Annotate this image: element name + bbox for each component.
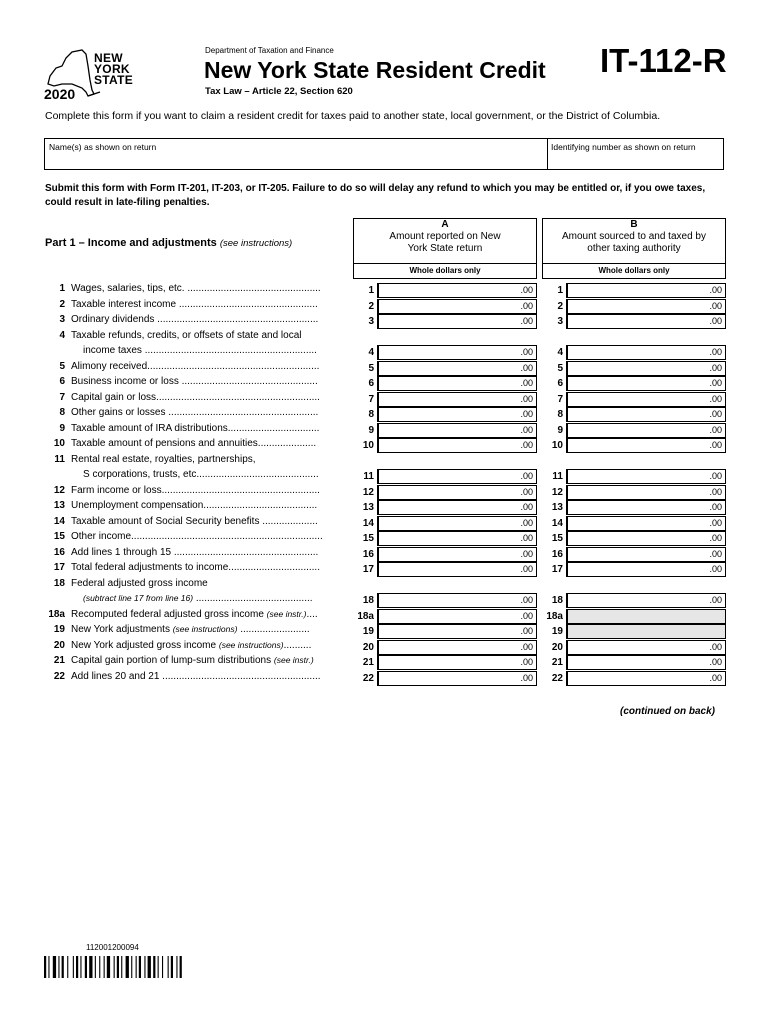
line-description: Ordinary dividends .......................................................... — [71, 314, 319, 325]
column-a-amount-field[interactable]: .00 — [377, 671, 537, 686]
barcode-number: 112001200094 — [86, 943, 139, 952]
form-number: IT-112-R — [600, 42, 727, 79]
line-row — [0, 345, 770, 360]
column-a-line-box: 18a — [357, 610, 374, 622]
line-number: 4 — [59, 329, 65, 341]
column-a-line-box: 10 — [362, 440, 374, 451]
line-number: 18a — [48, 608, 65, 620]
line-description: income taxes .............................................................. — [83, 345, 317, 356]
barcode — [44, 956, 194, 978]
id-field-label: Identifying number as shown on return — [551, 142, 696, 152]
line-number: 6 — [59, 376, 65, 387]
column-a-line-box: 3 — [368, 316, 374, 327]
column-a-amount-field[interactable]: .00 — [377, 655, 537, 670]
column-b-line-box: 17 — [551, 564, 563, 575]
line-description: Taxable interest income .................................................. — [71, 298, 318, 310]
column-b-line-box: 19 — [551, 626, 563, 637]
line-row — [0, 376, 770, 391]
line-description: Farm income or loss......................................................... — [71, 484, 320, 496]
submit-notice: Submit this form with Form IT-201, IT-203, or IT-205. Failure to do so will delay any refund to which you may be entitled or, if you owe taxes, could result in late-filing penalties. — [45, 183, 706, 208]
column-a-amount-field[interactable]: .00 — [377, 469, 537, 484]
column-a-amount-field[interactable]: .00 — [377, 593, 537, 608]
form-title: New York State Resident Credit — [204, 57, 546, 83]
column-a-line-box: 15 — [362, 533, 374, 544]
line-description: Capital gain or loss........................................................... — [71, 391, 320, 403]
column-b-line-box: 21 — [551, 657, 563, 668]
logo-wordmark: NEW YORK STATE — [94, 51, 134, 87]
column-b-line-box: 5 — [557, 362, 563, 374]
line-number: 10 — [53, 438, 65, 449]
column-b-line-box: 16 — [551, 548, 563, 560]
line-row — [0, 671, 770, 686]
form-year: 2020 — [44, 86, 76, 102]
line-number: 14 — [53, 515, 65, 527]
line-number: 7 — [59, 391, 65, 403]
column-b-line-box: 18a — [546, 610, 563, 622]
line-number: 11 — [54, 453, 65, 465]
column-a-amount-field[interactable]: .00 — [377, 438, 537, 453]
column-b-line-box: 14 — [551, 517, 563, 529]
column-a-amount-field[interactable]: .00 — [377, 547, 537, 562]
column-a-amount-field[interactable]: .00 — [377, 283, 537, 298]
column-a-line-box: 2 — [368, 300, 374, 312]
column-b-line-box: 3 — [557, 316, 563, 327]
column-a-line-box: 21 — [362, 657, 374, 668]
line-row — [0, 547, 770, 562]
line-description: Alimony received.............................................................. — [71, 360, 320, 372]
column-a-amount-field[interactable]: .00 — [377, 407, 537, 422]
line-number: 22 — [53, 670, 65, 682]
line-number: 19 — [53, 624, 65, 635]
column-a-amount-field[interactable]: .00 — [377, 392, 537, 407]
line-row — [0, 593, 770, 608]
line-description: Capital gain portion of lump-sum distributions (see instr.) — [71, 655, 314, 666]
line-row — [0, 578, 770, 593]
line-row — [0, 485, 770, 500]
column-b-amount-field[interactable]: .00 — [566, 423, 726, 438]
column-b-line-box: 22 — [551, 672, 563, 684]
line-row — [0, 609, 770, 624]
part1-heading: Part 1 – Income and adjustments (see instructions) — [45, 237, 293, 249]
column-b-amount-field — [566, 609, 726, 624]
column-a-line-box: 13 — [362, 502, 374, 513]
line-number: 21 — [53, 655, 65, 666]
column-b-line-box: 10 — [551, 440, 563, 451]
column-a-line-box: 19 — [362, 626, 374, 637]
column-a-amount-field[interactable]: .00 — [377, 314, 537, 329]
column-b-line-box: 20 — [551, 641, 563, 653]
line-row — [0, 454, 770, 469]
column-a-amount-field[interactable]: .00 — [377, 609, 537, 624]
line-row — [0, 500, 770, 515]
column-b-amount-field[interactable]: .00 — [566, 392, 726, 407]
line-number: 3 — [59, 314, 65, 325]
line-description: Wages, salaries, tips, etc. ................................................ — [71, 283, 321, 294]
column-b-amount-field[interactable]: .00 — [566, 438, 726, 453]
column-a-line-box: 14 — [362, 517, 374, 529]
column-a-amount-field[interactable]: .00 — [377, 376, 537, 391]
column-a-line-box: 20 — [362, 641, 374, 653]
column-b-line-box: 12 — [551, 486, 563, 498]
column-a-line-box: 7 — [368, 393, 374, 405]
column-b-amount-field[interactable]: .00 — [566, 345, 726, 360]
line-row — [0, 283, 770, 298]
column-b-whole-dollars: Whole dollars only — [542, 263, 726, 279]
line-row — [0, 516, 770, 531]
intro-text: Complete this form if you want to claim a resident credit for taxes paid to another state, local government, or the District of Columbia. — [45, 110, 661, 122]
column-a-amount-field[interactable]: .00 — [377, 516, 537, 531]
line-number: 13 — [53, 500, 65, 511]
continued-note: (continued on back) — [620, 706, 715, 717]
line-row — [0, 438, 770, 453]
line-row — [0, 392, 770, 407]
line-row — [0, 469, 770, 484]
line-number: 18 — [53, 577, 65, 589]
line-description: Unemployment compensation......................................... — [71, 500, 318, 511]
column-a-line-box: 18 — [362, 595, 374, 606]
column-b-amount-field[interactable]: .00 — [566, 361, 726, 376]
column-b-amount-field[interactable]: .00 — [566, 469, 726, 484]
line-row — [0, 423, 770, 438]
column-b-line-box: 7 — [557, 393, 563, 405]
line-number: 12 — [53, 484, 65, 496]
column-b-amount-field[interactable]: .00 — [566, 593, 726, 608]
column-a-line-box: 9 — [368, 424, 374, 436]
column-b-line-box: 9 — [557, 424, 563, 436]
column-b-amount-field[interactable]: .00 — [566, 376, 726, 391]
line-description: Recomputed federal adjusted gross income (see instr.).... — [71, 608, 318, 620]
column-b-line-box: 6 — [557, 378, 563, 389]
column-a-amount-field[interactable]: .00 — [377, 299, 537, 314]
column-b-amount-field[interactable]: .00 — [566, 500, 726, 515]
column-b-amount-field[interactable]: .00 — [566, 655, 726, 670]
line-row — [0, 562, 770, 577]
line-description: Other income..................................................................... — [71, 531, 323, 542]
column-b-line-box: 2 — [557, 300, 563, 312]
column-b-line-box: 11 — [552, 471, 563, 482]
line-description: Other gains or losses ...................................................... — [71, 407, 319, 418]
column-a-amount-field[interactable]: .00 — [377, 423, 537, 438]
line-number: 8 — [59, 407, 65, 418]
line-number: 2 — [59, 298, 65, 310]
line-description: Taxable amount of pensions and annuities..................... — [71, 438, 317, 449]
line-number: 1 — [59, 283, 65, 294]
column-a-amount-field[interactable]: .00 — [377, 531, 537, 546]
column-a-line-box: 4 — [368, 347, 374, 358]
column-a-amount-field[interactable]: .00 — [377, 500, 537, 515]
column-a-amount-field[interactable]: .00 — [377, 361, 537, 376]
column-b-line-box: 15 — [551, 533, 563, 544]
name-id-box — [44, 138, 724, 170]
column-a-amount-field[interactable]: .00 — [377, 485, 537, 500]
column-a-line-box: 6 — [368, 378, 374, 389]
column-b-line-box: 8 — [557, 409, 563, 420]
column-b-line-box: 13 — [551, 502, 563, 513]
column-b-header: B Amount sourced to and taxed by other taxing authority — [542, 218, 726, 263]
column-a-line-box: 17 — [362, 564, 374, 575]
column-b-amount-field[interactable]: .00 — [566, 671, 726, 686]
line-row — [0, 407, 770, 422]
column-a-line-box: 8 — [368, 409, 374, 420]
line-row — [0, 361, 770, 376]
line-description: S corporations, trusts, etc............................................ — [83, 469, 319, 480]
line-description: Business income or loss ................................................. — [71, 376, 318, 387]
line-row — [0, 314, 770, 329]
column-a-amount-field[interactable]: .00 — [377, 345, 537, 360]
line-description: Taxable refunds, credits, or offsets of state and local — [71, 329, 302, 341]
column-b-line-box: 18 — [551, 595, 563, 606]
line-row — [0, 330, 770, 345]
line-row — [0, 655, 770, 670]
column-b-amount-field — [566, 624, 726, 639]
column-b-amount-field[interactable]: .00 — [566, 562, 726, 577]
tax-law-reference: Tax Law – Article 22, Section 620 — [205, 86, 353, 97]
line-number: 17 — [53, 562, 65, 573]
column-a-line-box: 16 — [362, 548, 374, 560]
column-a-line-box: 11 — [363, 471, 374, 482]
column-b-amount-field[interactable]: .00 — [566, 640, 726, 655]
column-b-amount-field[interactable]: .00 — [566, 314, 726, 329]
column-b-amount-field[interactable]: .00 — [566, 531, 726, 546]
column-b-amount-field[interactable]: .00 — [566, 485, 726, 500]
id-number-field[interactable] — [548, 139, 723, 169]
column-a-header: A Amount reported on New York State return — [353, 218, 537, 263]
column-b-amount-field[interactable]: .00 — [566, 299, 726, 314]
column-a-line-box: 1 — [368, 285, 374, 296]
column-b-amount-field[interactable]: .00 — [566, 516, 726, 531]
line-row — [0, 299, 770, 314]
column-a-line-box: 12 — [362, 486, 374, 498]
department-name: Department of Taxation and Finance — [205, 46, 334, 55]
column-a-amount-field[interactable]: .00 — [377, 624, 537, 639]
line-description: New York adjusted gross income (see instructions).......... — [71, 639, 312, 651]
column-a-line-box: 22 — [362, 672, 374, 684]
line-description: New York adjustments (see instructions) ......................... — [71, 624, 310, 635]
line-row — [0, 531, 770, 546]
line-description: Add lines 20 and 21 ......................................................... — [71, 670, 321, 682]
column-a-whole-dollars: Whole dollars only — [353, 263, 537, 279]
name-field[interactable] — [45, 139, 547, 169]
column-a-amount-field[interactable]: .00 — [377, 640, 537, 655]
line-description: Total federal adjustments to income................................. — [71, 562, 320, 573]
line-number: 16 — [53, 546, 65, 558]
column-b-line-box: 1 — [557, 285, 563, 296]
line-description: Taxable amount of Social Security benefits .................... — [71, 515, 318, 527]
line-description: Add lines 1 through 15 .................................................... — [71, 546, 319, 558]
line-row — [0, 624, 770, 639]
name-field-label: Name(s) as shown on return — [49, 142, 157, 152]
column-b-amount-field[interactable]: .00 — [566, 283, 726, 298]
line-description: Federal adjusted gross income — [71, 577, 208, 589]
line-description: (subtract line 17 from line 16) .......................................... — [83, 593, 313, 604]
column-a-amount-field[interactable]: .00 — [377, 562, 537, 577]
line-number: 5 — [59, 360, 65, 372]
column-a-line-box: 5 — [368, 362, 374, 374]
column-b-amount-field[interactable]: .00 — [566, 407, 726, 422]
line-number: 9 — [59, 422, 65, 434]
column-b-amount-field[interactable]: .00 — [566, 547, 726, 562]
line-description: Taxable amount of IRA distributions................................. — [71, 422, 320, 434]
line-number: 15 — [53, 531, 65, 542]
column-b-line-box: 4 — [557, 347, 563, 358]
line-row — [0, 640, 770, 655]
line-description: Rental real estate, royalties, partnerships, — [71, 453, 256, 465]
line-number: 20 — [53, 639, 65, 651]
